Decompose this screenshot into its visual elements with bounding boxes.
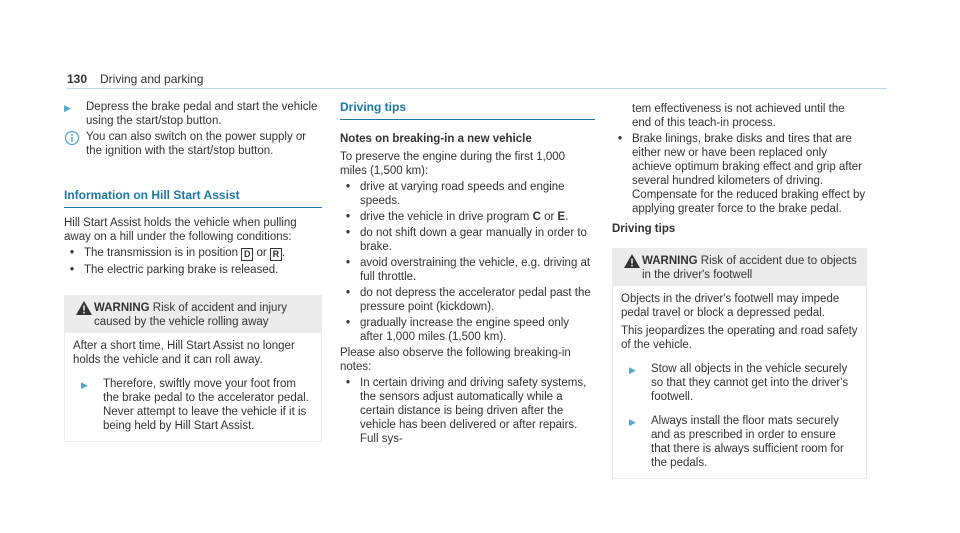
column-1: [64, 100, 322, 442]
note-item: [64, 130, 322, 158]
list-item: [70, 246, 322, 261]
warning-text: This jeopardizes the operating and road safety of the vehicle.: [621, 325, 858, 351]
warning-label: WARNING: [642, 255, 698, 267]
bullet: •: [346, 377, 351, 389]
warning-header: [64, 295, 322, 333]
list-item: [346, 256, 595, 284]
warning-title-text: Risk of accident due to objects in the driver's footwell: [642, 255, 857, 281]
subheading: Notes on breaking-in a new vehicle: [340, 133, 532, 145]
gear-d-key: D: [241, 248, 253, 261]
paragraph: Please also observe the following breaking-in notes:: [340, 347, 571, 373]
list-text: do not shift down a gear manually in order to brake.: [360, 227, 587, 253]
drive-program-c: C: [532, 211, 541, 223]
bullet: •: [70, 247, 75, 259]
list-text-part: The transmission is in position: [84, 247, 239, 259]
warning-step: [73, 377, 313, 433]
bullet: •: [346, 257, 351, 269]
list-item: [618, 132, 867, 216]
step-item: [64, 100, 322, 128]
list-text: do not depress the accelerator pedal past the pressure point (kickdown).: [360, 287, 591, 313]
list-text: [360, 210, 568, 224]
warning-title: [642, 254, 857, 282]
column-3: [612, 102, 867, 479]
list-text: avoid overstraining the vehicle, e.g. driving at full throttle.: [360, 257, 591, 283]
warning-step: [621, 362, 858, 404]
column-2: [340, 100, 595, 448]
list-text: gradually increase the engine speed only after 1,000 miles (1,500 km).: [360, 317, 570, 343]
section-title: Information on Hill Start Assist: [64, 188, 322, 208]
warning-box: [64, 295, 322, 442]
bullet: •: [346, 227, 351, 239]
arrow-icon: ▶: [629, 365, 636, 375]
bullet: •: [346, 211, 351, 223]
list-text: The electric parking brake is released.: [84, 264, 279, 276]
warning-title-text: Risk of accident and injury caused by the vehicle rolling away: [94, 302, 288, 328]
bullet: •: [346, 181, 351, 193]
warning-body: [612, 286, 867, 479]
list-text-part: .: [565, 211, 569, 223]
list-text-part: or: [544, 211, 555, 223]
list-text: In certain driving and driving safety systems, the sensors adjust automatically while a certain distance is being driven after the vehicle has been delivered or after repairs. Full sys-: [360, 377, 587, 445]
list-item: [346, 210, 595, 224]
warning-label: WARNING: [94, 302, 150, 314]
arrow-icon: ▶: [629, 417, 636, 427]
list-item: [70, 263, 322, 277]
paragraph-continued: tem effectiveness is not achieved until the end of this teach-in process.: [632, 103, 845, 129]
list-text: Brake linings, brake disks and tires that are either new or have been replaced only achieve optimum braking effect and grip after several hundred kilometers of driving. Compensate for the reduced braking effect by applying greater force to the brake pedal.: [632, 133, 866, 215]
bullet: •: [70, 264, 75, 276]
warning-icon: [622, 254, 642, 268]
warning-step-text: Therefore, swiftly move your foot from the brake pedal to the accelerator pedal. Never attempt to leave the vehicle if it is being held by Hill Start Assist.: [103, 378, 309, 432]
page-title: Driving and parking: [100, 72, 204, 86]
paragraph: Hill Start Assist holds the vehicle when pulling away on a hill under the following conditions:: [64, 217, 297, 243]
warning-header: [612, 248, 867, 286]
warning-text: Objects in the driver's footwell may impede pedal travel or block a depressed pedal.: [621, 293, 840, 319]
list-item: [346, 226, 595, 254]
warning-step-text: Always install the floor mats securely and as prescribed in order to ensure that there is always sufficient room for the pedals.: [651, 415, 844, 469]
warning-body: [64, 333, 322, 442]
note-text: You can also switch on the power supply or the ignition with the start/stop button.: [86, 131, 307, 157]
warning-step: [621, 414, 858, 470]
step-text: Depress the brake pedal and start the vehicle using the start/stop button.: [86, 101, 318, 127]
warning-text: After a short time, Hill Start Assist no longer holds the vehicle and it can roll away.: [73, 340, 295, 366]
gear-r-key: R: [270, 248, 282, 261]
list-item: [346, 376, 595, 446]
list-item: [346, 180, 595, 208]
bullet: •: [346, 287, 351, 299]
arrow-icon: ▶: [64, 103, 71, 113]
list-text-part: .: [281, 247, 286, 259]
list-item: [346, 286, 595, 314]
page-number: 130: [67, 72, 88, 86]
info-icon: [64, 130, 80, 146]
arrow-icon: ▶: [81, 380, 88, 390]
section-title: Driving tips: [340, 100, 595, 120]
paragraph: To preserve the engine during the first 1,000 miles (1,500 km):: [340, 151, 566, 177]
list-text-part: or: [256, 247, 267, 259]
list-text-part: drive the vehicle in drive program: [360, 211, 530, 223]
warning-step-text: Stow all objects in the vehicle securely so that they cannot get into the driver's footwell.: [651, 363, 849, 403]
subheading: Driving tips: [612, 223, 676, 235]
drive-program-e: E: [557, 211, 566, 223]
warning-title: [94, 301, 312, 329]
list-item: [346, 316, 595, 344]
warning-box: [612, 248, 867, 479]
bullet: •: [346, 317, 351, 329]
list-text: [84, 246, 285, 261]
bullet: •: [618, 133, 623, 145]
list-text: drive at varying road speeds and engine speeds.: [360, 181, 565, 207]
warning-icon: [74, 301, 94, 315]
